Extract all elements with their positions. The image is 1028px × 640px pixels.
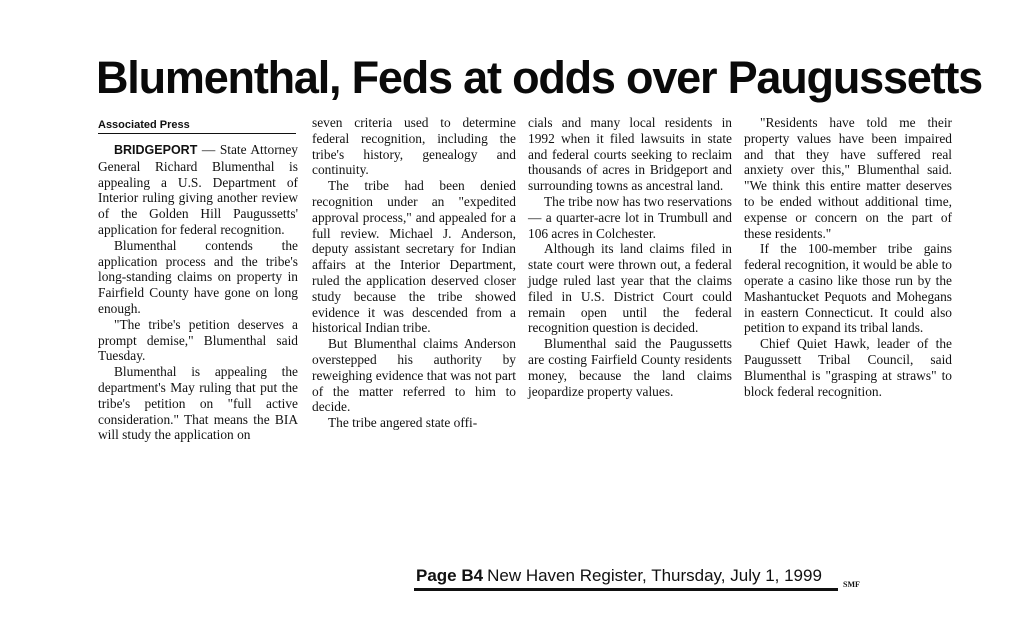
article-paragraph: Chief Quiet Hawk, leader of the Paugussett Tribal Council, said Blumenthal is "grasping at straws" to block federal recognition. bbox=[744, 336, 952, 399]
article-column-3 bbox=[528, 115, 732, 399]
article-paragraph: cials and many local residents in 1992 when it filed lawsuits in state and federal courts seeking to reclaim thousands of acres in Bridgeport and surrounding towns as ancestral land. bbox=[528, 115, 732, 194]
dateline: BRIDGEPORT bbox=[114, 143, 198, 157]
clipper-initials: SMF bbox=[843, 580, 860, 589]
page-number: Page B4 bbox=[416, 566, 484, 585]
article-paragraph: The tribe angered state offi- bbox=[328, 415, 478, 431]
article-column-2 bbox=[312, 115, 516, 431]
article-paragraph: Blumenthal said the Paugussetts are costing Fairfield County residents money, because the land claims jeopardize property values. bbox=[528, 336, 732, 399]
byline: Associated Press bbox=[98, 118, 296, 134]
article-column-4 bbox=[744, 115, 952, 399]
article-paragraph: The tribe had been denied recognition under an "expedited approval process," and appealed for a full review. Michael J. Anderson, deputy assistant secretary for Indian affairs at the Interior Department, ruled the application deserved closer study because the tribe showed evidence it was descended from a historical Indian tribe. bbox=[312, 178, 516, 336]
headline: Blumenthal, Feds at odds over Paugussetts bbox=[96, 52, 983, 103]
article-column-1 bbox=[98, 142, 298, 443]
paragraph-text: — State Attorney General Richard Blumenthal is appealing a U.S. Department of Interior ruling giving another review of the Golden Hill Paugussetts' application for federal recognition. bbox=[98, 142, 298, 237]
footer-rule bbox=[414, 588, 838, 591]
article-paragraph: "The tribe's petition deserves a prompt demise," Blumenthal said Tuesday. bbox=[98, 316, 298, 364]
article-paragraph bbox=[98, 142, 298, 238]
article-paragraph: Blumenthal is appealing the department's May ruling that put the tribe's petition on "full active consideration." That means the BIA will study the application on bbox=[98, 364, 298, 443]
article-paragraph: If the 100-member tribe gains federal recognition, it would be able to operate a casino like those run by the Mashantucket Pequots and Mohegans in eastern Connecticut. It could also petition to expand its tribal lands. bbox=[744, 241, 952, 336]
article-paragraph: Blumenthal contends the application process and the tribe's long-standing claims on property in Fairfield County have gone on long enough. bbox=[98, 237, 298, 316]
article-paragraph: But Blumenthal claims Anderson overstepped his authority by reweighing evidence that was not part of the matter referred to him to decide. bbox=[312, 336, 516, 415]
article-paragraph: Although its land claims filed in state court were thrown out, a federal judge ruled last year that the claims filed in U.S. District Court could remain open until the federal recognition question is decided. bbox=[528, 241, 732, 336]
publication-line: New Haven Register, Thursday, July 1, 1999 bbox=[487, 566, 822, 585]
article-paragraph: seven criteria used to determine federal recognition, including the tribe's history, genealogy and continuity. bbox=[312, 115, 516, 178]
page-footer bbox=[416, 566, 822, 586]
article-paragraph: The tribe now has two reservations — a quarter-acre lot in Trumbull and 106 acres in Colchester. bbox=[528, 193, 732, 241]
article-paragraph: "Residents have told me their property values have been impaired and that they have suffered real anxiety over this," Blumenthal said. "We think this entire matter deserves to be ended without additional time, expense or concern on the part of these residents." bbox=[744, 115, 952, 241]
